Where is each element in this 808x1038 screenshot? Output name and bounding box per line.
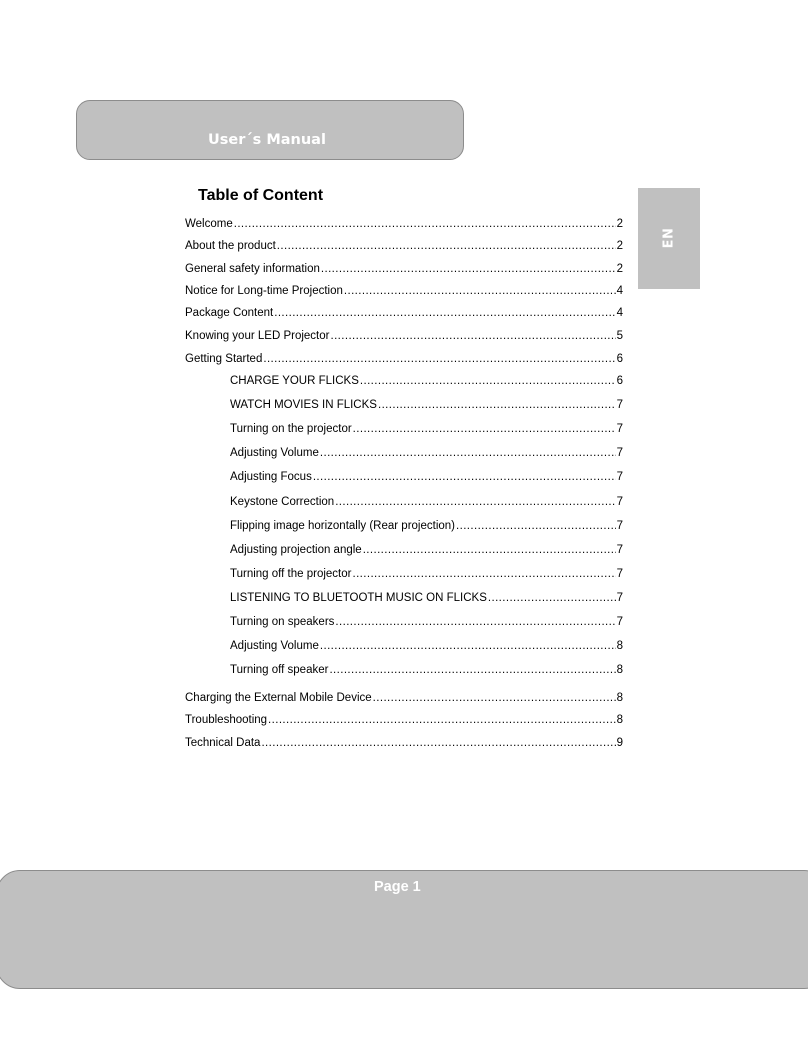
toc-entry[interactable]: [230, 421, 623, 437]
toc-entry-page: 7: [616, 567, 623, 580]
toc-entry-page: 7: [616, 616, 623, 628]
toc-entry-title: CHARGE YOUR FLICKS: [230, 375, 359, 387]
toc-entry-title: Technical Data: [185, 737, 261, 749]
toc-leader-dots: [263, 351, 615, 367]
toc-entry-page: 7: [616, 543, 623, 556]
toc-entry-title: Turning on speakers: [230, 616, 335, 628]
toc-entry-page: 7: [616, 423, 623, 436]
page-number: Page 1: [374, 879, 421, 895]
toc-entry-page: 2: [616, 263, 623, 275]
toc-leader-dots: [456, 518, 616, 534]
toc-entry[interactable]: [230, 494, 623, 510]
toc-entry-title: About the product: [185, 240, 276, 252]
toc-entry-page: 9: [616, 737, 623, 749]
toc-entry-page: 6: [616, 375, 623, 387]
toc-entry[interactable]: [185, 305, 623, 321]
toc-entry-page: 2: [616, 218, 623, 230]
toc-leader-dots: [320, 638, 616, 654]
toc-entry-page: 7: [616, 471, 623, 484]
toc-entry-title: Adjusting Volume: [230, 640, 319, 653]
toc-entry-title: Charging the External Mobile Device: [185, 692, 372, 704]
toc-entry-page: 7: [616, 447, 623, 460]
manual-title: User´s Manual: [208, 132, 326, 148]
toc-entry[interactable]: [185, 283, 623, 299]
toc-entry-page: 4: [616, 285, 623, 297]
footer-bar: [0, 870, 808, 989]
toc-entry-title: WATCH MOVIES IN FLICKS: [230, 399, 377, 412]
toc-leader-dots: [320, 445, 616, 461]
toc-entry-title: Package Content: [185, 307, 274, 319]
toc-entry-page: 7: [616, 399, 623, 412]
toc-leader-dots: [234, 216, 616, 232]
toc-entry-title: Notice for Long-time Projection: [185, 285, 343, 297]
toc-leader-dots: [330, 328, 615, 344]
toc-entry[interactable]: [230, 638, 623, 654]
toc-entry-title: Turning on the projector: [230, 423, 352, 436]
toc-leader-dots: [360, 373, 616, 389]
toc-entry[interactable]: [185, 238, 623, 254]
toc-entry[interactable]: [185, 690, 623, 706]
toc-entry-title: Keystone Correction: [230, 495, 335, 508]
toc-leader-dots: [274, 305, 615, 321]
toc-entry-page: 4: [616, 307, 623, 319]
toc-entry-title: Knowing your LED Projector: [185, 330, 330, 342]
toc-entry[interactable]: [230, 445, 623, 461]
toc-entry-page: 8: [616, 692, 623, 704]
toc-title: Table of Content: [198, 187, 324, 204]
toc-entry[interactable]: [185, 712, 623, 728]
toc-leader-dots: [378, 397, 616, 413]
toc-entry[interactable]: [185, 735, 623, 751]
toc-entry[interactable]: [230, 469, 623, 485]
toc-entry[interactable]: [185, 261, 623, 277]
toc-leader-dots: [363, 542, 616, 558]
toc-entry-title: Getting Started: [185, 353, 263, 365]
toc-leader-dots: [261, 735, 615, 751]
toc-entry-title: LISTENING TO BLUETOOTH MUSIC ON FLICKS: [230, 591, 487, 604]
toc-entry-title: Adjusting Volume: [230, 447, 319, 460]
toc-entry-title: General safety information: [185, 263, 320, 275]
toc-entry[interactable]: [230, 518, 623, 534]
toc-leader-dots: [277, 238, 616, 254]
toc-entry-page: 8: [616, 714, 623, 726]
toc-entry[interactable]: [230, 373, 623, 389]
toc-entry-page: 6: [616, 353, 623, 365]
toc-entry[interactable]: [230, 566, 623, 582]
toc-entry[interactable]: [185, 216, 623, 232]
toc-leader-dots: [313, 469, 616, 485]
language-label: EN: [661, 227, 677, 249]
toc-leader-dots: [329, 662, 615, 678]
toc-entry-page: 7: [616, 519, 623, 532]
toc-leader-dots: [335, 614, 615, 630]
toc-entry[interactable]: [230, 397, 623, 413]
toc-entry-title: Flipping image horizontally (Rear projection): [230, 519, 455, 532]
toc-leader-dots: [352, 566, 615, 582]
toc-entry[interactable]: [230, 542, 623, 558]
toc-entry[interactable]: [185, 328, 623, 344]
toc-entry-page: 2: [616, 240, 623, 252]
toc-leader-dots: [373, 690, 616, 706]
toc-entry[interactable]: [230, 590, 623, 606]
toc-entry-title: Turning off the projector: [230, 567, 352, 580]
toc-leader-dots: [353, 421, 616, 437]
toc-entry-title: Adjusting Focus: [230, 471, 312, 484]
toc-entry-title: Adjusting projection angle: [230, 543, 362, 556]
toc-entry[interactable]: [185, 351, 623, 367]
toc-entry[interactable]: [230, 662, 623, 678]
toc-entry-title: Troubleshooting: [185, 714, 268, 726]
toc-leader-dots: [488, 590, 616, 606]
toc-entry[interactable]: [230, 614, 623, 630]
toc-entry-title: Welcome: [185, 218, 233, 230]
toc-leader-dots: [268, 712, 616, 728]
toc-leader-dots: [321, 261, 616, 277]
toc-entry-page: 8: [616, 664, 623, 677]
toc-entry-page: 5: [616, 330, 623, 342]
toc-leader-dots: [344, 283, 616, 299]
toc-entry-page: 7: [616, 591, 623, 604]
toc-leader-dots: [335, 494, 615, 510]
toc-entry-title: Turning off speaker: [230, 664, 329, 677]
toc-entry-page: 7: [616, 495, 623, 508]
toc-entry-page: 8: [616, 640, 623, 653]
